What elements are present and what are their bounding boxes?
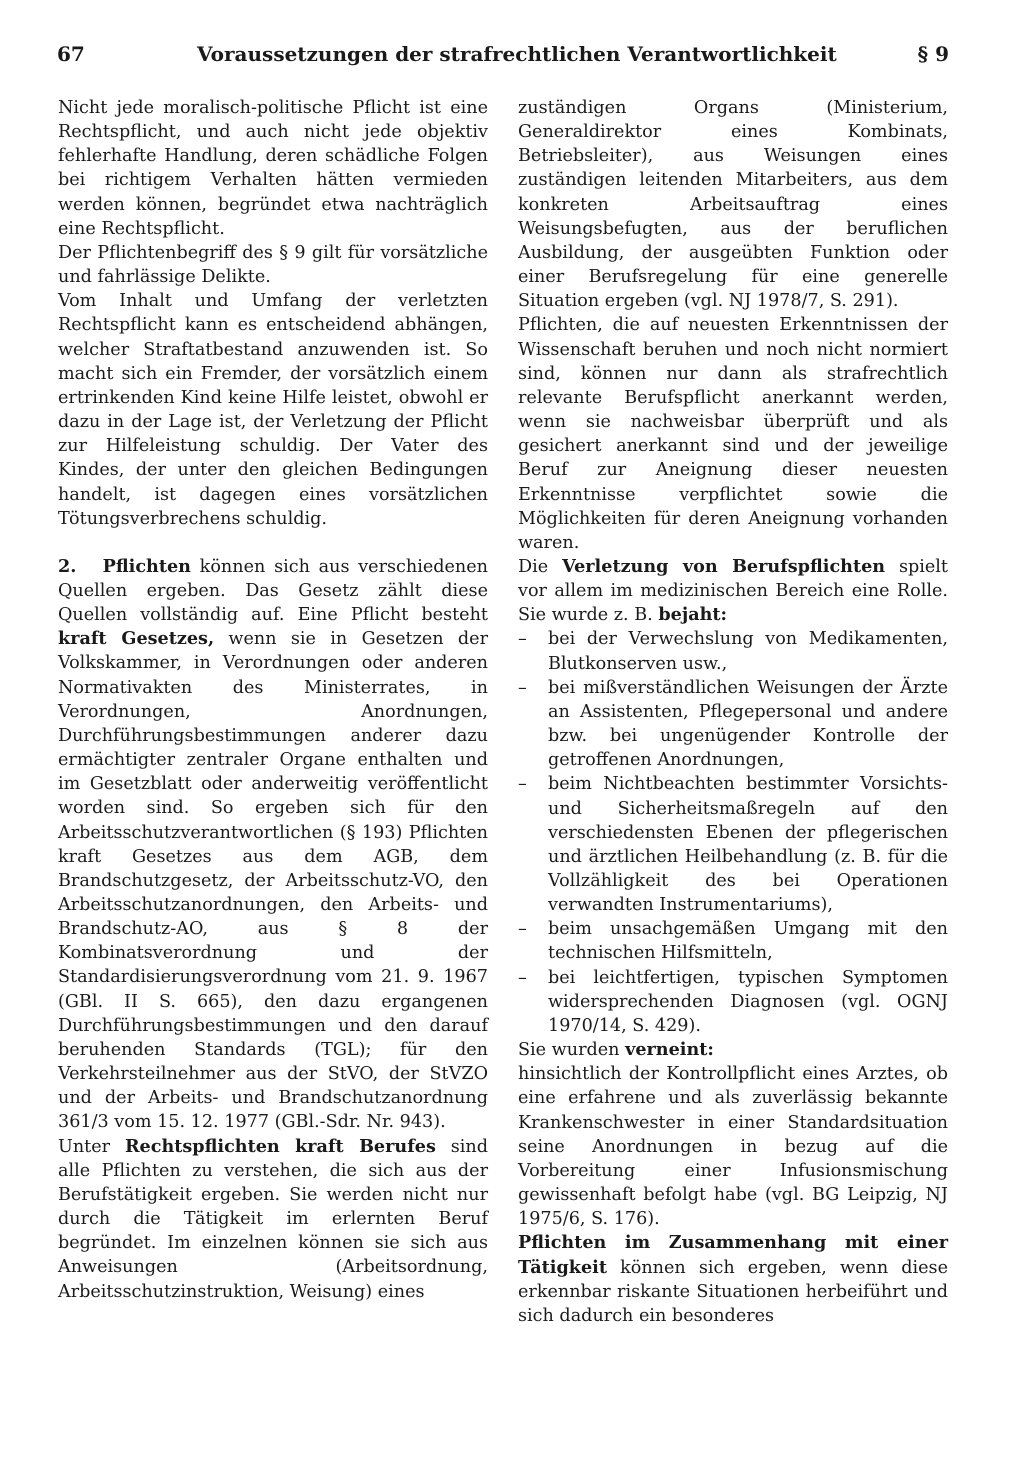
bold-term: Pflichten — [102, 555, 191, 577]
paragraph — [58, 1135, 488, 1304]
list-item: – bei leichtfertigen, typischen Symptomen widersprechenden Diagnosen (vgl. OGNJ 1970/14, S. 429). — [518, 966, 948, 1038]
paragraph: Vom Inhalt und Umfang der verletzten Rechtspflicht kann es entscheidend abhängen, welcher Straftatbestand anzuwenden ist. So macht sich ein Fremder, der vorsätzlich einem ertrinkenden Kind keine Hilfe leistet, obwohl er dazu in der Lage ist, der Verletzung der Pflicht zur Hilfeleistung schuldig. Der Vater des Kindes, der unter den gleichen Bedingungen handelt, ist dagegen eines vorsätzlichen Tötungsverbrechens schuldig. — [58, 291, 488, 529]
text-span: können sich aus verschiedenen Quellen ergeben. Das Gesetz zählt diese Quellen vollständig auf. Eine Pflicht besteht — [58, 556, 489, 626]
list-item: – bei mißverständlichen Weisungen der Ärzte an Assistenten, Pflegepersonal und andere bzw. bei ungenügender Kontrolle der getroffenen Anordnungen, — [518, 676, 948, 773]
paragraph: hinsichtlich der Kontrollpflicht eines Arztes, ob eine erfahrene und als zuverlässig bekannte Krankenschwester in einer Standardsituation seine Anordnungen in bezug auf die Vorbereitung einer Infusionsmischung gewissenhaft befolgt habe (vgl. BG Leipzig, NJ 1975/6, S. 176). — [518, 1064, 948, 1230]
text-span: wenn sie in Gesetzen der Volkskammer, in Verordnungen oder anderen Normativakten des Ministerrates, in Verordnungen, Anordnungen, Durchführungsbestimmungen anderer dazu ermächtigter zentraler Organe enthalten und im Gesetzblatt oder anderweitig veröffentlicht worden sind. So ergeben sich für den Arbeitsschutzverantwortlichen (§ 193) Pflichten kraft Gesetzes aus dem AGB, dem Brandschutzgesetz, der Arbeitsschutz-VO, den Arbeitsschutzanordnungen, den Arbeits- und Brandschutz-AO, aus § 8 der Kombinatsverordnung und der Standardisierungsverordnung vom 21. 9. 1967 (GBl. II S. 665), den dazu ergangenen Durchführungsbestimmungen und den darauf beruhenden Standards (TGL); für den Verkehrsteilnehmer aus der StVO, der StVZO und der Arbeits- und Brandschutzanordnung 361/3 vom 15. 12. 1977 (GBl.-Sdr. Nr. 943). — [58, 629, 489, 1133]
bold-term: Pflichten im Zusammenhang mit einer Tätigkeit — [518, 1232, 948, 1278]
paragraph: Pflichten, die auf neuesten Erkenntnissen der Wissenschaft beruhen und noch nicht normiert sind, können nur dann als strafrechtlich relevante Berufspflicht anerkannt werden, wenn sie nachweisbar überprüft und als gesichert anerkannt sind und der jeweilige Beruf zur Aneignung dieser neuesten Erkenntnisse verpflichtet sowie die Möglichkeiten für deren Aneignung vorhanden waren. — [518, 315, 948, 553]
running-title: Voraussetzungen der strafrechtlichen Verantwortlichkeit — [197, 42, 837, 66]
text-span: sind alle Pflichten zu verstehen, die sich aus der Berufstätigkeit ergeben. Sie werden nicht nur durch die Tätigkeit im erlernten Beruf begründet. Im einzelnen können sie sich aus Anweisungen (Arbeitsordnung, Arbeitsschutzinstruktion, Weisung) eines — [58, 1136, 488, 1302]
paragraph — [518, 1038, 948, 1062]
bold-term: Verletzung von Berufspflichten — [562, 555, 886, 577]
paragraph — [518, 1231, 948, 1328]
bold-term: bejaht: — [658, 604, 728, 626]
list-item: – beim Nichtbeachten bestimmter Vorsichts- und Sicherheitsmaßregeln auf den verschiedensten Ebenen der pflegerischen und ärztlichen Heilbehandlung (z. B. für die Vollzähligkeit des bei Operationen verwandten Instrumentariums), — [518, 772, 948, 917]
right-column — [518, 96, 948, 1328]
paragraph: Der Pflichtenbegriff des § 9 gilt für vorsätzliche und fahrlässige Delikte. — [58, 242, 488, 288]
paragraph-number: 2. — [58, 555, 77, 577]
text-span: können sich ergeben, wenn diese erkennbar riskante Situationen herbeiführt und sich dadurch ein besonderes — [518, 1257, 948, 1326]
paragraph: Nicht jede moralisch-politische Pflicht ist eine Rechtspflicht, und auch nicht jede objektiv fehlerhafte Handlung, deren schädliche Folgen bei richtigem Verhalten hätten vermieden werden können, begründet etwa nachträglich eine Rechtspflicht. — [58, 98, 488, 239]
page-header — [57, 42, 949, 76]
bold-term: verneint: — [625, 1039, 714, 1061]
page-number: 67 — [57, 42, 85, 66]
list-item: – bei der Verwechslung von Medikamenten, Blutkonserven usw., — [518, 627, 948, 675]
paragraph — [518, 555, 948, 627]
text-span: Sie wurden — [518, 1040, 626, 1061]
left-column — [58, 96, 488, 1304]
list-item: – beim unsachgemäßen Umgang mit den technischen Hilfsmitteln, — [518, 917, 948, 965]
paragraph: zuständigen Organs (Ministerium, Generaldirektor eines Kombinats, Betriebsleiter), aus Weisungen eines zuständigen leitenden Mitarbeiters, aus dem konkreten Arbeitsauftrag eines Weisungsbefugten, aus der beruflichen Ausbildung, der ausgeübten Funktion oder einer Berufsregelung für eine generelle Situation ergeben (vgl. NJ 1978/7, S. 291). — [518, 98, 948, 312]
bold-term: kraft Gesetzes, — [58, 628, 215, 650]
bold-term: Rechtspflichten kraft Berufes — [124, 1135, 436, 1157]
section-marker: § 9 — [917, 42, 949, 66]
text-span: spielt vor allem im medizinischen Bereich eine Rolle. Sie wurde z. B. — [518, 556, 948, 626]
text-span: Unter — [58, 1136, 125, 1157]
paragraph-numbered — [58, 555, 488, 1135]
text-span: Die — [518, 556, 563, 577]
